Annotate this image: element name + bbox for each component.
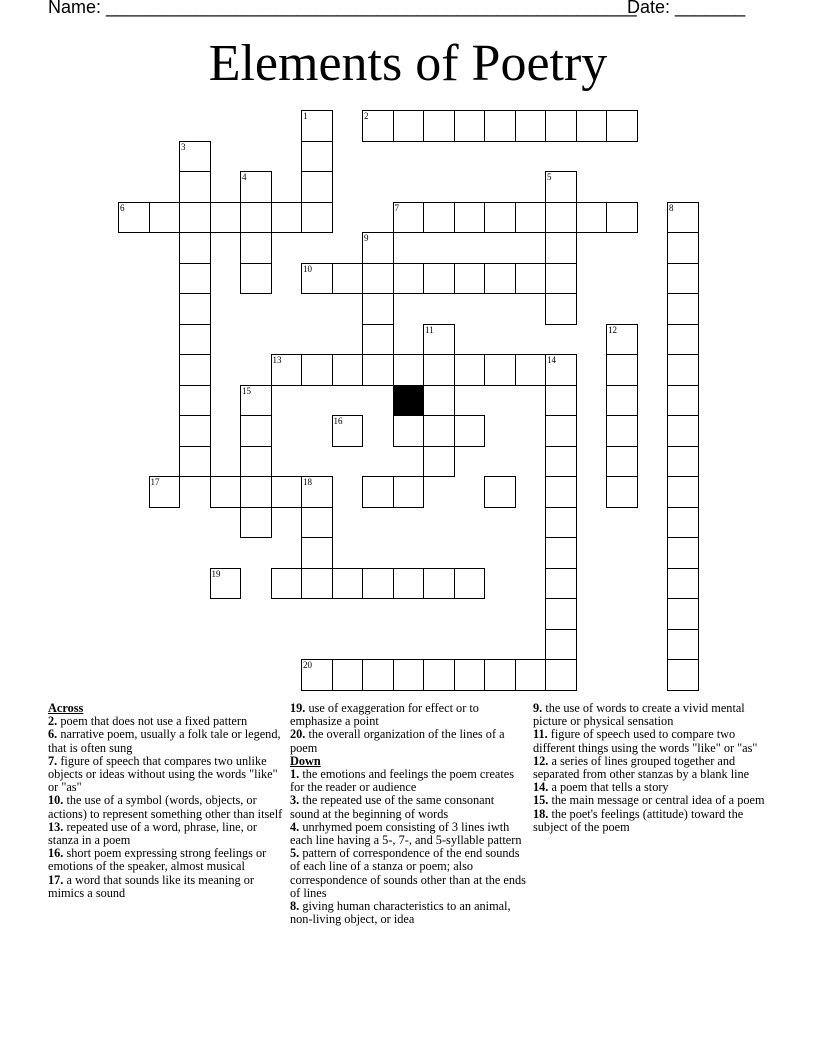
grid-cell[interactable]	[667, 537, 699, 569]
grid-cell[interactable]	[240, 446, 272, 478]
grid-cell[interactable]	[179, 293, 211, 325]
grid-cell[interactable]	[576, 110, 608, 142]
clue-number: 13	[272, 355, 282, 365]
grid-cell[interactable]	[667, 507, 699, 539]
grid-cell[interactable]	[667, 293, 699, 325]
grid-cell[interactable]	[667, 232, 699, 264]
grid-cell[interactable]	[179, 232, 211, 264]
grid-cell[interactable]	[149, 202, 181, 234]
grid-cell[interactable]	[362, 659, 394, 691]
name-field-label: Name: _____________________________________________________	[48, 0, 637, 17]
grid-cell[interactable]	[301, 568, 333, 600]
grid-cell[interactable]	[454, 568, 486, 600]
grid-cell[interactable]	[240, 385, 272, 417]
grid-cell[interactable]	[667, 659, 699, 691]
clue-number: 12	[608, 324, 617, 335]
grid-cell[interactable]	[362, 476, 394, 508]
grid-cell[interactable]	[454, 202, 486, 234]
grid-cell[interactable]	[606, 202, 638, 234]
grid-cell[interactable]	[179, 141, 211, 173]
page-title: Elements of Poetry	[208, 35, 608, 92]
grid-cell[interactable]	[454, 263, 486, 295]
grid-cell[interactable]	[454, 415, 486, 447]
grid-cell[interactable]	[179, 415, 211, 447]
grid-cell[interactable]	[667, 385, 699, 417]
grid-cell[interactable]	[332, 415, 364, 447]
clues-column-2	[290, 702, 526, 926]
grid-cell[interactable]	[240, 263, 272, 295]
grid-cell[interactable]	[545, 110, 577, 142]
grid-cell[interactable]	[515, 263, 547, 295]
grid-cell[interactable]	[515, 354, 547, 386]
clue-down-5: 5. pattern of correspondence of the end sounds of each line of a stanza or poem; also correspondence of sounds other than at the ends of lines	[290, 846, 526, 900]
grid-cell[interactable]	[576, 202, 608, 234]
grid-cell[interactable]	[362, 110, 394, 142]
grid-cell[interactable]	[484, 659, 516, 691]
grid-cell[interactable]	[545, 415, 577, 447]
grid-cell[interactable]	[606, 415, 638, 447]
grid-cell[interactable]	[484, 476, 516, 508]
grid-cell[interactable]	[545, 537, 577, 569]
grid-cell[interactable]	[423, 385, 455, 417]
grid-cell[interactable]	[484, 354, 516, 386]
grid-cell[interactable]	[423, 568, 455, 600]
grid-cell[interactable]	[423, 202, 455, 234]
grid-cell[interactable]	[301, 263, 333, 295]
grid-cell[interactable]	[393, 263, 425, 295]
clue-number: 7	[394, 202, 399, 213]
grid-cell[interactable]	[332, 659, 364, 691]
grid-cell[interactable]	[393, 568, 425, 600]
black-square	[393, 385, 425, 417]
grid-cell[interactable]	[667, 476, 699, 508]
grid-cell[interactable]	[271, 476, 303, 508]
grid-cell[interactable]	[484, 110, 516, 142]
grid-cell[interactable]	[362, 568, 394, 600]
clue-down-3: 3. the repeated use of the same consonant sound at the beginning of words	[290, 793, 495, 821]
grid-cell[interactable]	[179, 354, 211, 386]
grid-cell[interactable]	[606, 354, 638, 386]
grid-cell[interactable]	[423, 110, 455, 142]
clue-across-13: 13. repeated use of a word, phrase, line, or stanza in a poem	[48, 819, 257, 848]
grid-cell[interactable]	[362, 324, 394, 356]
grid-cell[interactable]	[667, 598, 699, 630]
clue-across-6: 6. narrative poem, usually a folk tale or legend, that is often sung	[48, 727, 281, 755]
grid-cell[interactable]	[179, 446, 211, 478]
grid-cell[interactable]	[240, 171, 272, 203]
clue-number: 9	[364, 233, 369, 243]
grid-cell[interactable]	[332, 263, 364, 295]
grid-cell[interactable]	[301, 110, 333, 142]
grid-cell[interactable]	[606, 110, 638, 142]
grid-cell[interactable]	[484, 202, 516, 234]
grid-cell[interactable]	[240, 476, 272, 508]
grid-cell[interactable]	[332, 568, 364, 600]
clue-number: 20	[303, 660, 312, 670]
grid-cell[interactable]	[301, 537, 333, 569]
clue-down-1: 1. the emotions and feelings the poem creates for the reader or audience	[290, 767, 515, 795]
grid-cell[interactable]	[362, 232, 394, 264]
grid-cell[interactable]	[454, 659, 486, 691]
across-heading: Across	[48, 701, 84, 715]
clue-down-4: 4. unrhymed poem consisting of 3 lines iwth each line having a 5-, 7-, and 5-syllable pattern	[290, 819, 522, 848]
clue-down-9: 9. the use of words to create a vivid mental picture or physical sensation	[533, 701, 745, 729]
grid-cell[interactable]	[271, 202, 303, 234]
grid-cell[interactable]	[271, 568, 303, 600]
grid-cell[interactable]	[179, 263, 211, 295]
clue-number: 5	[547, 172, 552, 182]
grid-cell[interactable]	[240, 232, 272, 264]
grid-cell[interactable]	[667, 324, 699, 356]
grid-cell[interactable]	[393, 476, 425, 508]
grid-cell[interactable]	[423, 263, 455, 295]
grid-cell[interactable]	[423, 415, 455, 447]
clue-number: 6	[120, 202, 125, 213]
down-heading: Down	[290, 753, 321, 768]
grid-cell[interactable]	[606, 446, 638, 478]
clue-number: 16	[333, 416, 343, 426]
clue-number: 17	[150, 477, 160, 487]
grid-cell[interactable]	[393, 415, 425, 447]
grid-cell[interactable]	[393, 354, 425, 386]
clue-down-12: 12. a series of lines grouped together and separated from other stanzas by a blank line	[533, 753, 750, 782]
grid-cell[interactable]	[545, 202, 577, 234]
grid-cell[interactable]	[301, 659, 333, 691]
grid-cell[interactable]	[179, 171, 211, 203]
clue-down-11: 11. figure of speech used to compare two different things using the words "like" or "as"	[533, 727, 758, 755]
grid-cell[interactable]	[393, 202, 425, 234]
clue-across-19: 19. use of exaggeration for effect or to emphasize a point	[290, 701, 479, 729]
clue-across-2: 2. poem that does not use a fixed pattern	[48, 714, 248, 729]
grid-cell[interactable]	[667, 354, 699, 386]
grid-cell[interactable]	[545, 171, 577, 203]
grid-cell[interactable]	[240, 507, 272, 539]
clue-number: 18	[303, 477, 312, 487]
clue-number: 8	[669, 202, 674, 213]
grid-cell[interactable]	[667, 202, 699, 234]
grid-cell[interactable]	[423, 446, 455, 478]
grid-cell[interactable]	[545, 385, 577, 417]
grid-cell[interactable]	[545, 568, 577, 600]
clue-down-15: 15. the main message or central idea of a poem	[533, 793, 765, 808]
clue-down-18: 18. the poet's feelings (attitude) toward the subject of the poem	[533, 806, 744, 834]
grid-cell[interactable]	[423, 354, 455, 386]
clue-number: 15	[242, 385, 251, 396]
grid-cell[interactable]	[515, 110, 547, 142]
grid-cell[interactable]	[545, 629, 577, 661]
grid-cell[interactable]	[179, 202, 211, 234]
grid-cell[interactable]	[301, 354, 333, 386]
clue-number: 11	[425, 324, 434, 335]
grid-cell[interactable]	[362, 293, 394, 325]
clue-across-7: 7. figure of speech that compares two unlike objects or ideas without using the words "like" or "as"	[48, 753, 278, 795]
grid-cell[interactable]	[545, 659, 577, 691]
grid-cell[interactable]	[667, 415, 699, 447]
clue-number: 2	[364, 111, 369, 121]
clue-number: 10	[303, 263, 312, 274]
grid-cell[interactable]	[393, 110, 425, 142]
grid-cell[interactable]	[301, 171, 333, 203]
grid-cell[interactable]	[332, 354, 364, 386]
grid-cell[interactable]	[271, 354, 303, 386]
grid-cell[interactable]	[210, 568, 242, 600]
grid-cell[interactable]	[545, 598, 577, 630]
grid-cell[interactable]	[545, 293, 577, 325]
clue-number: 1	[303, 111, 308, 121]
clue-number: 3	[181, 141, 186, 152]
clue-number: 19	[211, 568, 221, 579]
grid-cell[interactable]	[606, 324, 638, 356]
grid-cell[interactable]	[362, 354, 394, 386]
clue-number: 4	[242, 172, 247, 182]
grid-cell[interactable]	[301, 507, 333, 539]
grid-cell[interactable]	[545, 446, 577, 478]
grid-cell[interactable]	[301, 141, 333, 173]
grid-cell[interactable]	[423, 324, 455, 356]
clue-down-14: 14. a poem that tells a story	[533, 780, 669, 795]
clue-across-17: 17. a word that sounds like its meaning or mimics a sound	[48, 872, 254, 900]
grid-cell[interactable]	[606, 385, 638, 417]
grid-cell[interactable]	[240, 415, 272, 447]
grid-cell[interactable]	[179, 324, 211, 356]
date-field-label: Date: _______	[627, 0, 746, 17]
grid-cell[interactable]	[240, 202, 272, 234]
grid-cell[interactable]	[545, 476, 577, 508]
grid-cell[interactable]	[667, 263, 699, 295]
clue-across-20: 20. the overall organization of the lines of a poem	[290, 727, 505, 755]
grid-cell[interactable]	[149, 476, 181, 508]
grid-cell[interactable]	[179, 385, 211, 417]
clue-number: 14	[547, 355, 556, 365]
grid-cell[interactable]	[545, 232, 577, 264]
grid-cell[interactable]	[515, 202, 547, 234]
grid-cell[interactable]	[545, 354, 577, 386]
grid-cell[interactable]	[301, 476, 333, 508]
grid-cell[interactable]	[606, 476, 638, 508]
clue-down-8: 8. giving human characteristics to an animal, non-living object, or idea	[290, 899, 511, 927]
grid-cell[interactable]	[393, 659, 425, 691]
grid-cell[interactable]	[423, 659, 455, 691]
grid-cell[interactable]	[515, 659, 547, 691]
grid-cell[interactable]	[454, 110, 486, 142]
grid-cell[interactable]	[545, 263, 577, 295]
grid-cell[interactable]	[484, 263, 516, 295]
grid-cell[interactable]	[210, 476, 242, 508]
grid-cell[interactable]	[667, 629, 699, 661]
grid-cell[interactable]	[118, 202, 150, 234]
grid-cell[interactable]	[454, 354, 486, 386]
grid-cell[interactable]	[210, 202, 242, 234]
clues-column-1	[48, 702, 284, 900]
grid-cell[interactable]	[667, 446, 699, 478]
clues-column-3	[533, 702, 769, 834]
grid-cell[interactable]	[301, 202, 333, 234]
grid-cell[interactable]	[667, 568, 699, 600]
grid-cell[interactable]	[545, 507, 577, 539]
clue-across-10: 10. the use of a symbol (words, objects, or actions) to represent something other than itself	[48, 793, 283, 821]
clue-across-16: 16. short poem expressing strong feelings or emotions of the speaker, almost musical	[48, 846, 267, 874]
grid-cell[interactable]	[362, 263, 394, 295]
